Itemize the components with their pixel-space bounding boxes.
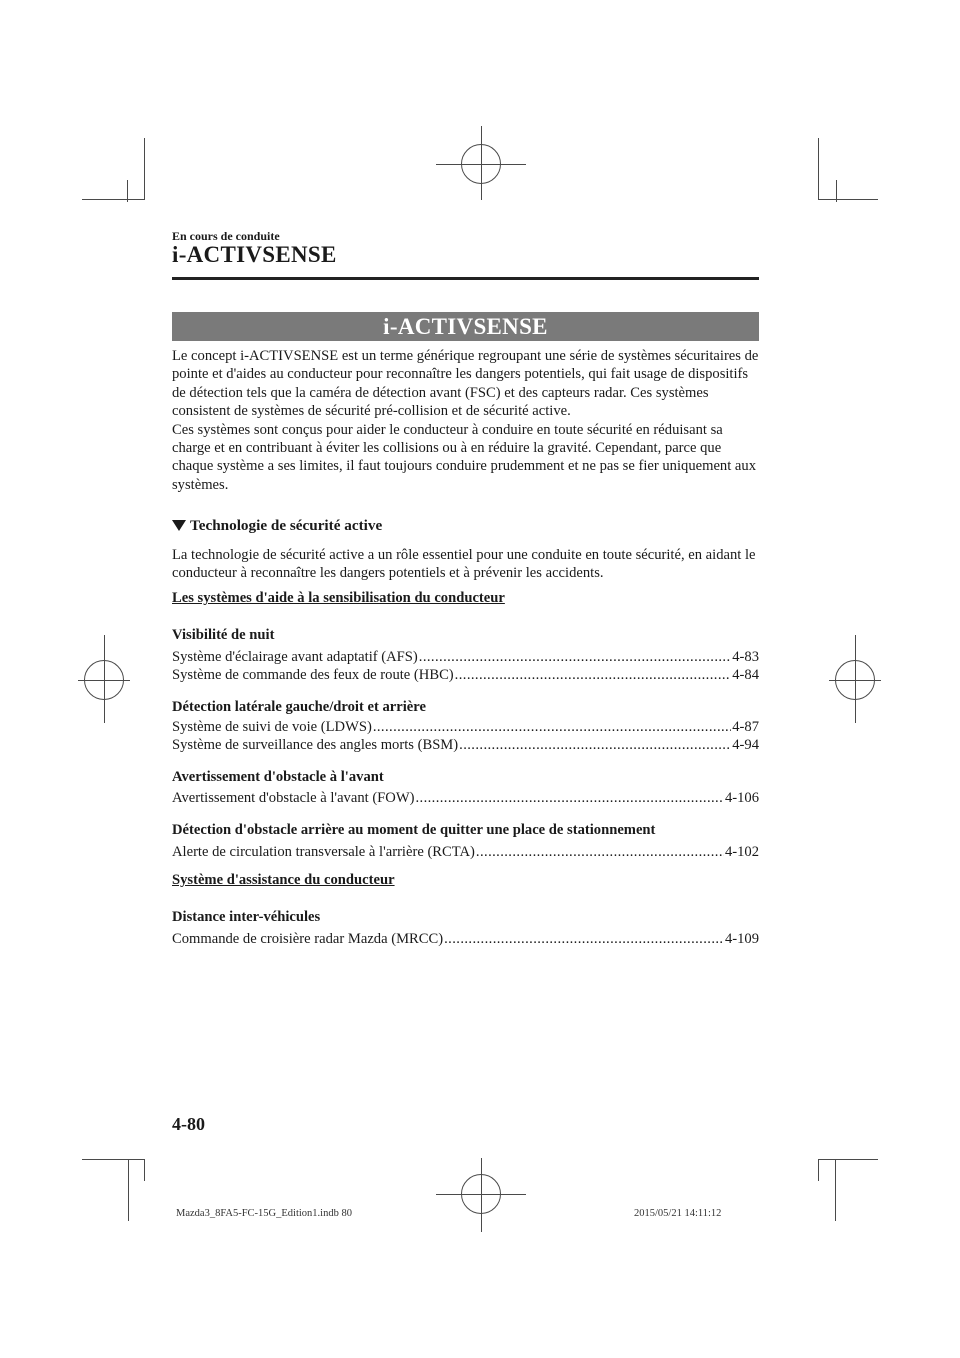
toc-entry-label: Alerte de circulation transversale à l'arrière (RCTA) <box>172 844 475 860</box>
triangle-down-icon <box>172 520 186 531</box>
toc-entry-label: Avertissement d'obstacle à l'avant (FOW) <box>172 790 415 806</box>
category-title: Distance inter-véhicules <box>172 909 321 925</box>
toc-entry-page: 4-94 <box>732 737 759 753</box>
toc-entry-label: Système de suivi de voie (LDWS) <box>172 719 372 735</box>
toc-entry[interactable] <box>172 736 759 754</box>
toc-entry-page: 4-83 <box>732 649 759 665</box>
intro-paragraph: Le concept i-ACTIVSENSE est un terme générique regroupant une série de systèmes sécuritaires de pointe et d'aides au conducteur pour reconnaître les dangers potentiels, qui fait usage de dispositifs de détection tels que la caméra de détection avant (FSC) et des capteurs radar. Ces systèmes consistent de systèmes de sécurité pré-collision et de sécurité active. <box>172 348 759 420</box>
category-title: Détection latérale gauche/droit et arrière <box>172 699 426 715</box>
toc-entry[interactable] <box>172 648 759 666</box>
toc-entry[interactable] <box>172 718 759 736</box>
category-title: Détection d'obstacle arrière au moment de quitter une place de stationnement <box>172 822 656 838</box>
toc-entry-page: 4-87 <box>732 719 759 735</box>
group-title: Système d'assistance du conducteur <box>172 872 395 888</box>
topic-banner: i-ACTIVSENSE <box>172 312 759 341</box>
footer-timestamp: 2015/05/21 14:11:12 <box>634 1208 722 1219</box>
category-title: Avertissement d'obstacle à l'avant <box>172 769 384 785</box>
category-title: Visibilité de nuit <box>172 627 275 643</box>
intro-paragraph-2: Ces systèmes sont conçus pour aider le conducteur à conduire en toute sécurité en réduisant sa charge et en contribuant à éviter les collisions ou à en réduire la gravité. Cependant, parce que chaque système a ses limites, il faut toujours conduire prudemment et ne pas se fier uniquement aux systèmes. <box>172 421 756 493</box>
toc-entry-label: Système de commande des feux de route (HBC) <box>172 667 454 683</box>
subsection-title: Technologie de sécurité active <box>190 517 383 534</box>
toc-entry-label: Système d'éclairage avant adaptatif (AFS) <box>172 649 418 665</box>
toc-entry[interactable] <box>172 930 759 948</box>
toc-entry-label: Système de surveillance des angles morts (BSM) <box>172 737 459 753</box>
toc-entry[interactable] <box>172 666 759 684</box>
footer-file-info: Mazda3_8FA5-FC-15G_Edition1.indb 80 <box>176 1208 352 1219</box>
subsection-paragraph: La technologie de sécurité active a un rôle essentiel pour une conduite en toute sécurité, en aidant le conducteur à reconnaître les dangers potentiels et à prévenir les accidents. <box>172 547 756 582</box>
toc-entry[interactable] <box>172 789 759 807</box>
intro-paragraphs <box>172 347 762 494</box>
subsection-heading <box>172 517 382 535</box>
toc-entry-page: 4-109 <box>724 931 759 947</box>
toc-entry[interactable] <box>172 843 759 861</box>
toc-entry-page: 4-106 <box>724 790 759 806</box>
toc-entry-label: Commande de croisière radar Mazda (MRCC) <box>172 931 444 947</box>
section-title: i-ACTIVSENSE <box>172 242 337 267</box>
group-title: Les systèmes d'aide à la sensibilisation du conducteur <box>172 590 505 606</box>
chapter-label: En cours de conduite <box>172 229 280 243</box>
toc-entry-page: 4-84 <box>732 667 759 683</box>
page-number: 4-80 <box>172 1114 205 1134</box>
header-rule <box>172 277 759 280</box>
toc-entry-page: 4-102 <box>724 844 759 860</box>
